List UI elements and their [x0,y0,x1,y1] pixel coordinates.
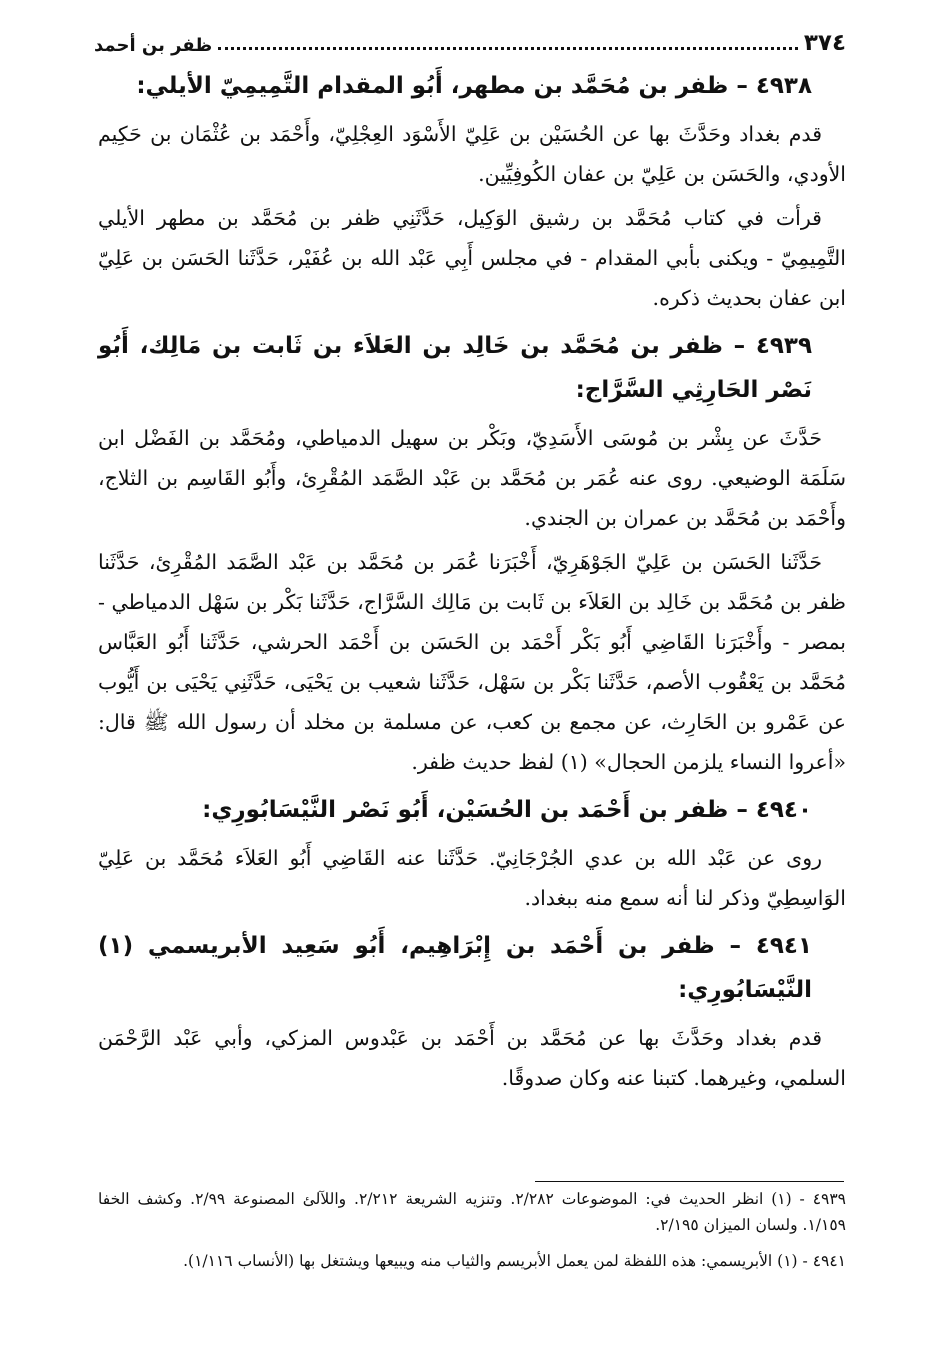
entry-paragraph: حَدَّثَنا الحَسَن بن عَلِيّ الجَوْهَرِيّ، أَخْبَرَنا عُمَر بن مُحَمَّد بن عَبْد الصَّمَد المُقْرِئ، حَدَّثَنا ظفر بن مُحَمَّد بن خَالِد بن العَلاَء بن ثَابت بن مَالِك السَّرَّاج، حَدَّثَنا بَكْر بن سَهْل الدمياطي - بمصر - وأَخْبَرَنا القَاضِي أَبُو بَكْر أَحْمَد بن الحَسَن بن أَحْمَد الحرشي، حَدَّثَنا أَبُو العَبَّاس مُحَمَّد بن يَعْقُوب الأصم، حَدَّثَنا بَكْر بن سَهْل، حَدَّثَنا شعيب بن يَحْيَى، حَدَّثَنِي يَحْيَى بن أَيُّوب عن عَمْرو بن الحَارِث، عن مجمع بن كعب، عن مسلمة بن مخلد أن رسول الله ﷺ قال: «أعروا النساء يلزمن الحجال» (١) لفظ حديث ظفر. [98,550,846,774]
biography-entry [98,788,846,918]
entry-paragraph: قدم بغداد وحَدَّثَ بها عن مُحَمَّد بن أَحْمَد بن عَبْدوس المزكي، وأبي عَبْد الرَّحْمَن السلمي، وغيرهما. كتبنا عنه وكان صدوقًا. [98,1026,846,1090]
footnote: ٤٩٣٩ - (١) انظر الحديث في: الموضوعات ٢/٢٨٢. وتنزيه الشريعة ٢/٢١٢. واللآلئ المصنوعة ٢/٩٩. وكشف الخفا ١/١٥٩. ولسان الميزان ٢/١٩٥. [98,1190,846,1234]
biography-entry [98,924,846,1098]
entry-heading: ٤٩٤٠ – ظفر بن أَحْمَد بن الحُسَيْن، أَبُو نَصْر النَّيْسَابُورِي: [202,797,812,823]
biography-entry [98,64,846,318]
page-body [98,62,846,1104]
footnote: ٤٩٤١ - (١) الأبريسمي: هذه اللفظة لمن يعمل الأبريسم والثياب منه ويبيعها ويشتغل بها (الأنساب ١/١١٦). [183,1252,846,1270]
entry-heading: ٤٩٣٨ – ظفر بن مُحَمَّد بن مطهر، أَبُو المقدام التَّمِيمِيّ الأيلي: [136,73,812,99]
page-header [94,22,846,56]
entry-heading: ٤٩٤١ – ظفر بن أَحْمَد بن إِبْرَاهِيم، أَبُو سَعِيد الأبريسمي (١) النَّيْسَابُورِي: [98,933,812,1003]
entry-paragraph: روى عن عَبْد الله بن عدي الجُرْجَانِيّ. حَدَّثَنا عنه القَاضِي أَبُو العَلاَء مُحَمَّد بن عَلِيّ الوَاسِطِيّ وذكر لنا أنه سمع منه ببغداد. [98,846,846,910]
running-title: ظفر بن أحمد [94,35,213,56]
footnote-separator [535,1181,844,1182]
header-dotted-leader [218,47,798,50]
entry-paragraph: قدم بغداد وحَدَّثَ بها عن الحُسَيْن بن عَلِيّ الأَسْوَد العِجْلِيّ، وأَحْمَد بن عُثْمَان بن حَكِيم الأودي، والحَسَن بن عَلِيّ بن عفان الكُوفِيِّين. [98,122,846,186]
entry-heading: ٤٩٣٩ – ظفر بن مُحَمَّد بن خَالِد بن العَلاَء بن ثَابت بن مَالِك، أَبُو نَصْر الحَارِثِي السَّرَّاج: [98,333,812,403]
biography-entry [98,324,846,782]
page-number: ٣٧٤ [803,30,846,56]
entry-paragraph: حَدَّثَ عن بِشْر بن مُوسَى الأَسَدِيّ، وبَكْر بن سهيل الدمياطي، ومُحَمَّد بن الفَضْل ابن سَلَمَة الوضيعي. روى عنه عُمَر بن مُحَمَّد بن عَبْد الصَّمَد المُقْرِئ، وأَبُو القَاسِم بن الثلاج، وأَحْمَد بن مُحَمَّد بن عمران بن الجندي. [98,426,846,530]
entry-paragraph: قرأت في كتاب مُحَمَّد بن رشيق الوَكِيل، حَدَّثَنِي ظفر بن مُحَمَّد بن مطهر الأيلي التَّمِيمِيّ - ويكنى بأبي المقدام - في مجلس أَبِي عَبْد الله بن عُفَيْر، حَدَّثَنا الحَسَن بن عَلِيّ ابن عفان بحديث ذكره. [98,206,846,310]
footnotes [98,1186,846,1284]
